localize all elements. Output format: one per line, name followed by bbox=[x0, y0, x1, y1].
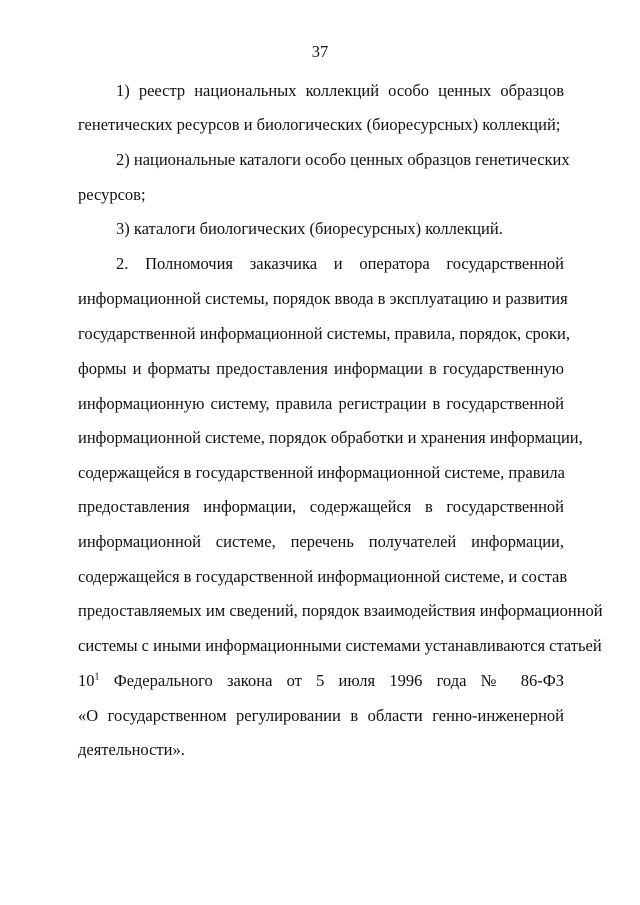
paragraph-2-line-5: информационную систему, правила регистрации в государственной bbox=[78, 394, 564, 413]
paragraph-2-line-2: информационной системы, порядок ввода в эксплуатацию и развития bbox=[78, 289, 568, 308]
paragraph-2-line-8: предоставления информации, содержащейся в государственной bbox=[78, 497, 564, 516]
paragraph-2-line-7: содержащейся в государственной информационной системе, правила bbox=[78, 463, 565, 482]
paragraph-2-line-11: предоставляемых им сведений, порядок взаимодействия информационной bbox=[78, 601, 603, 620]
paragraph-2-line-4: формы и форматы предоставления информации в государственную bbox=[78, 359, 564, 378]
paragraph-2-line-6: информационной системе, порядок обработки и хранения информации, bbox=[78, 428, 583, 447]
paragraph-2-line-12: системы с иными информационными системами устанавливаются статьей bbox=[78, 636, 602, 655]
list-item-3: 3) каталоги биологических (биоресурсных) коллекций. bbox=[116, 219, 503, 238]
paragraph-2-line-10: содержащейся в государственной информационной системе, и состав bbox=[78, 567, 568, 586]
law-title-line-2: деятельности». bbox=[78, 740, 185, 759]
list-item-2-line-2: ресурсов; bbox=[78, 185, 146, 204]
list-item-1-line-1: 1) реестр национальных коллекций особо ценных образцов bbox=[116, 81, 564, 100]
page-number: 37 bbox=[311, 42, 329, 61]
article-superscript: 1 bbox=[94, 671, 100, 683]
law-reference-line bbox=[78, 671, 564, 691]
paragraph-2-line-1: 2. Полномочия заказчика и оператора государственной bbox=[116, 254, 564, 273]
list-item-2-line-1: 2) национальные каталоги особо ценных образцов генетических bbox=[116, 150, 570, 169]
article-number: 10 bbox=[78, 671, 95, 690]
list-item-1-line-2: генетических ресурсов и биологических (биоресурсных) коллекций; bbox=[78, 115, 561, 134]
paragraph-2-line-9: информационной системе, перечень получателей информации, bbox=[78, 532, 564, 551]
law-reference-text: Федерального закона от 5 июля 1996 года № 86-ФЗ bbox=[99, 671, 564, 690]
paragraph-2-line-3: государственной информационной системы, правила, порядок, сроки, bbox=[78, 324, 570, 343]
law-title-line-1: «О государственном регулировании в области генно-инженерной bbox=[78, 706, 564, 725]
